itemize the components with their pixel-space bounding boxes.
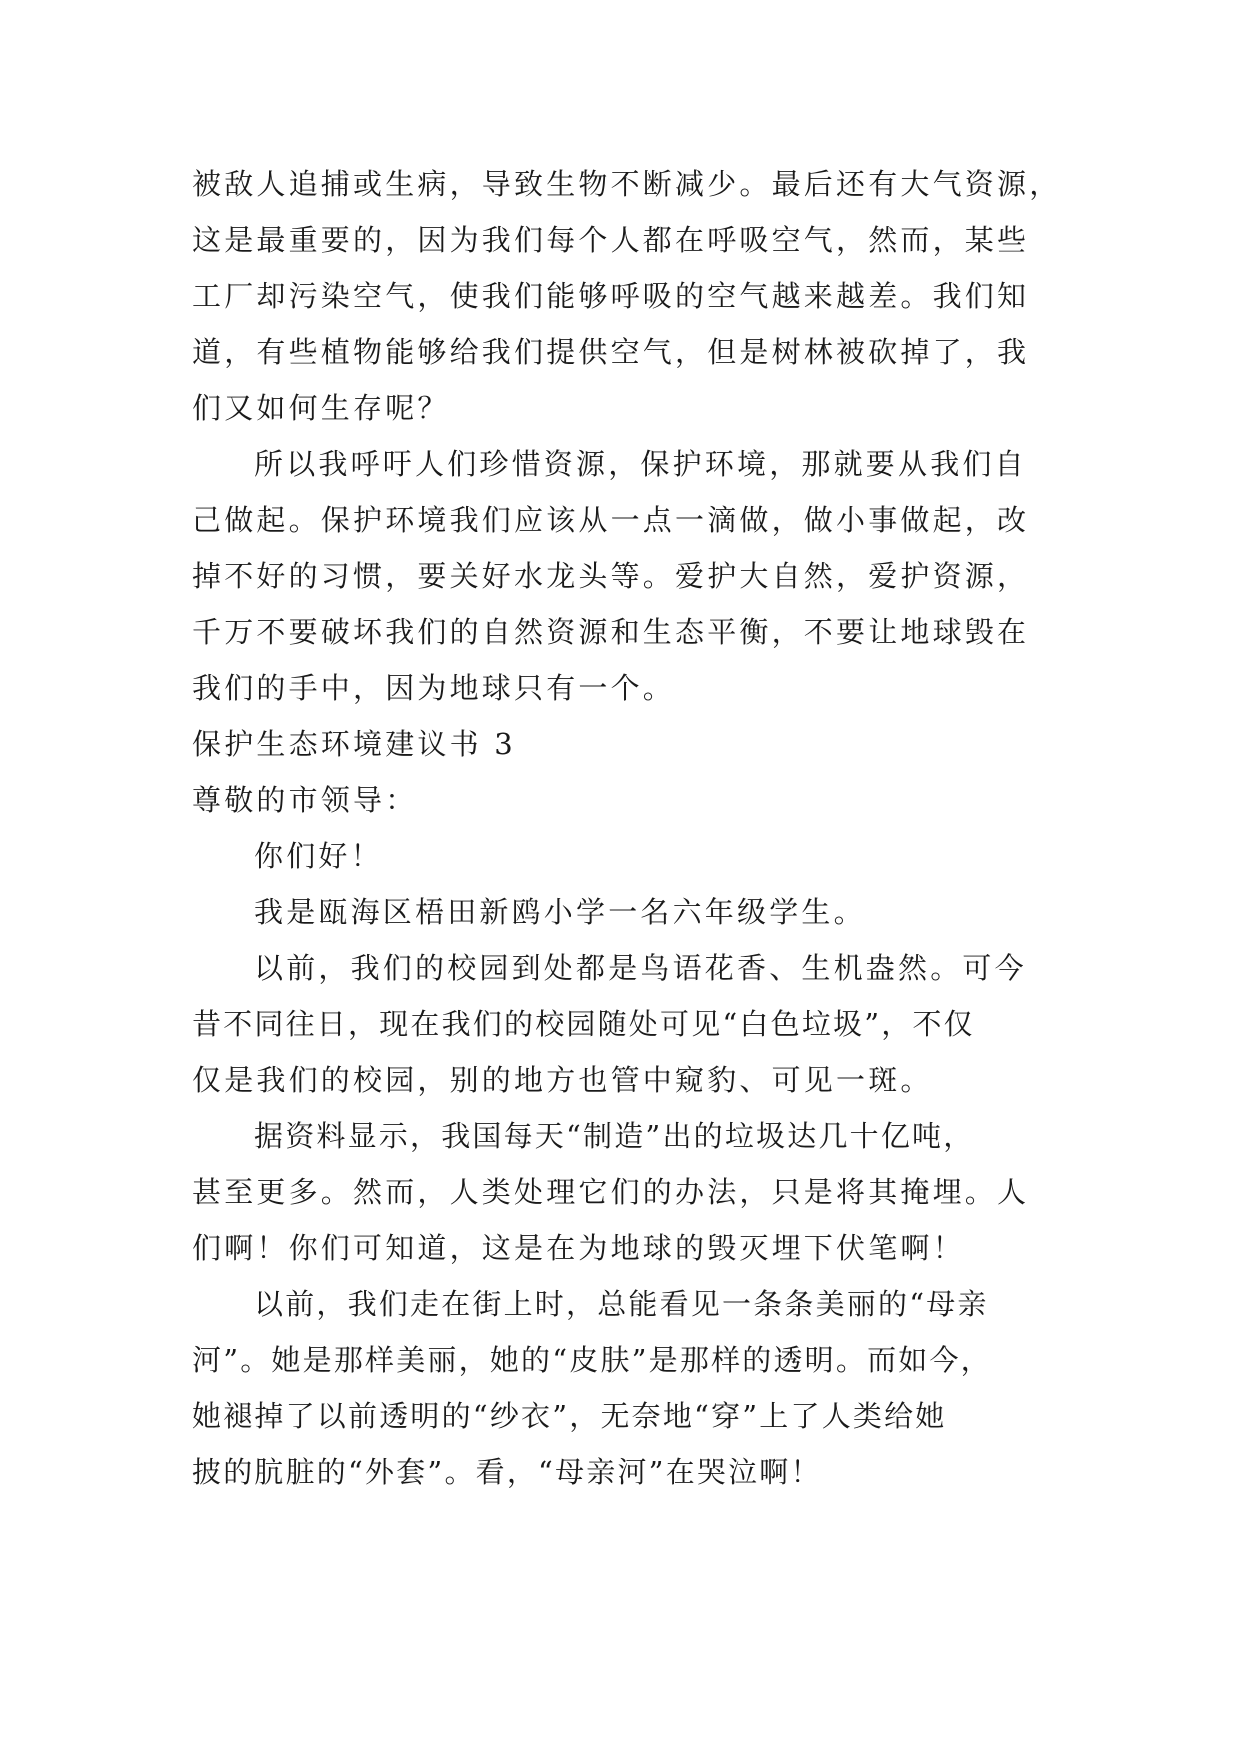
text-line: 被敌人追捕或生病，导致生物不断减少。最后还有大气资源， [192, 167, 1062, 201]
text-line: 仅是我们的校园，别的地方也管中窥豹、可见一斑。 [192, 1063, 933, 1097]
paragraph-start: 以前，我们的校园到处都是鸟语花香、生机盎然。可今 [254, 951, 1027, 985]
text-line: 千万不要破坏我们的自然资源和生态平衡，不要让地球毁在 [192, 615, 1030, 649]
text-line: 这是最重要的，因为我们每个人都在呼吸空气，然而，某些 [192, 223, 1030, 257]
text-line: 己做起。保护环境我们应该从一点一滴做，做小事做起，改 [192, 503, 1030, 537]
paragraph-start: 以前，我们走在街上时，总能看见一条条美丽的“母亲 [254, 1287, 989, 1321]
text-line: 道，有些植物能够给我们提供空气，但是树林被砍掉了，我 [192, 335, 1030, 369]
text-line: 们啊！你们可知道，这是在为地球的毁灭埋下伏笔啊！ [192, 1231, 965, 1265]
paragraph-start: 我是瓯海区梧田新鸥小学一名六年级学生。 [254, 895, 866, 929]
section-title: 保护生态环境建议书 3 [192, 727, 516, 761]
text-line: 掉不好的习惯，要关好水龙头等。爱护大自然，爱护资源， [192, 559, 1030, 593]
paragraph-start: 据资料显示，我国每天“制造”出的垃圾达几十亿吨， [254, 1119, 975, 1153]
salutation: 尊敬的市领导： [192, 783, 418, 817]
text-line: 她褪掉了以前透明的“纱衣”，无奈地“穿”上了人类给她 [192, 1399, 947, 1433]
document-page [192, 156, 1062, 1500]
text-line: 我们的手中，因为地球只有一个。 [192, 671, 676, 705]
paragraph-start: 所以我呼吁人们珍惜资源，保护环境，那就要从我们自 [254, 447, 1027, 481]
text-line: 们又如何生存呢？ [192, 391, 450, 425]
text-line: 披的肮脏的“外套”。看，“母亲河”在哭泣啊！ [192, 1455, 822, 1489]
text-line: 昔不同往日，现在我们的校园随处可见“白色垃圾”，不仅 [192, 1007, 975, 1041]
text-line: 河”。她是那样美丽，她的“皮肤”是那样的透明。而如今， [192, 1343, 992, 1377]
text-line: 工厂却污染空气，使我们能够呼吸的空气越来越差。我们知 [192, 279, 1030, 313]
greeting: 你们好！ [254, 839, 383, 873]
text-line: 甚至更多。然而，人类处理它们的办法，只是将其掩埋。人 [192, 1175, 1030, 1209]
